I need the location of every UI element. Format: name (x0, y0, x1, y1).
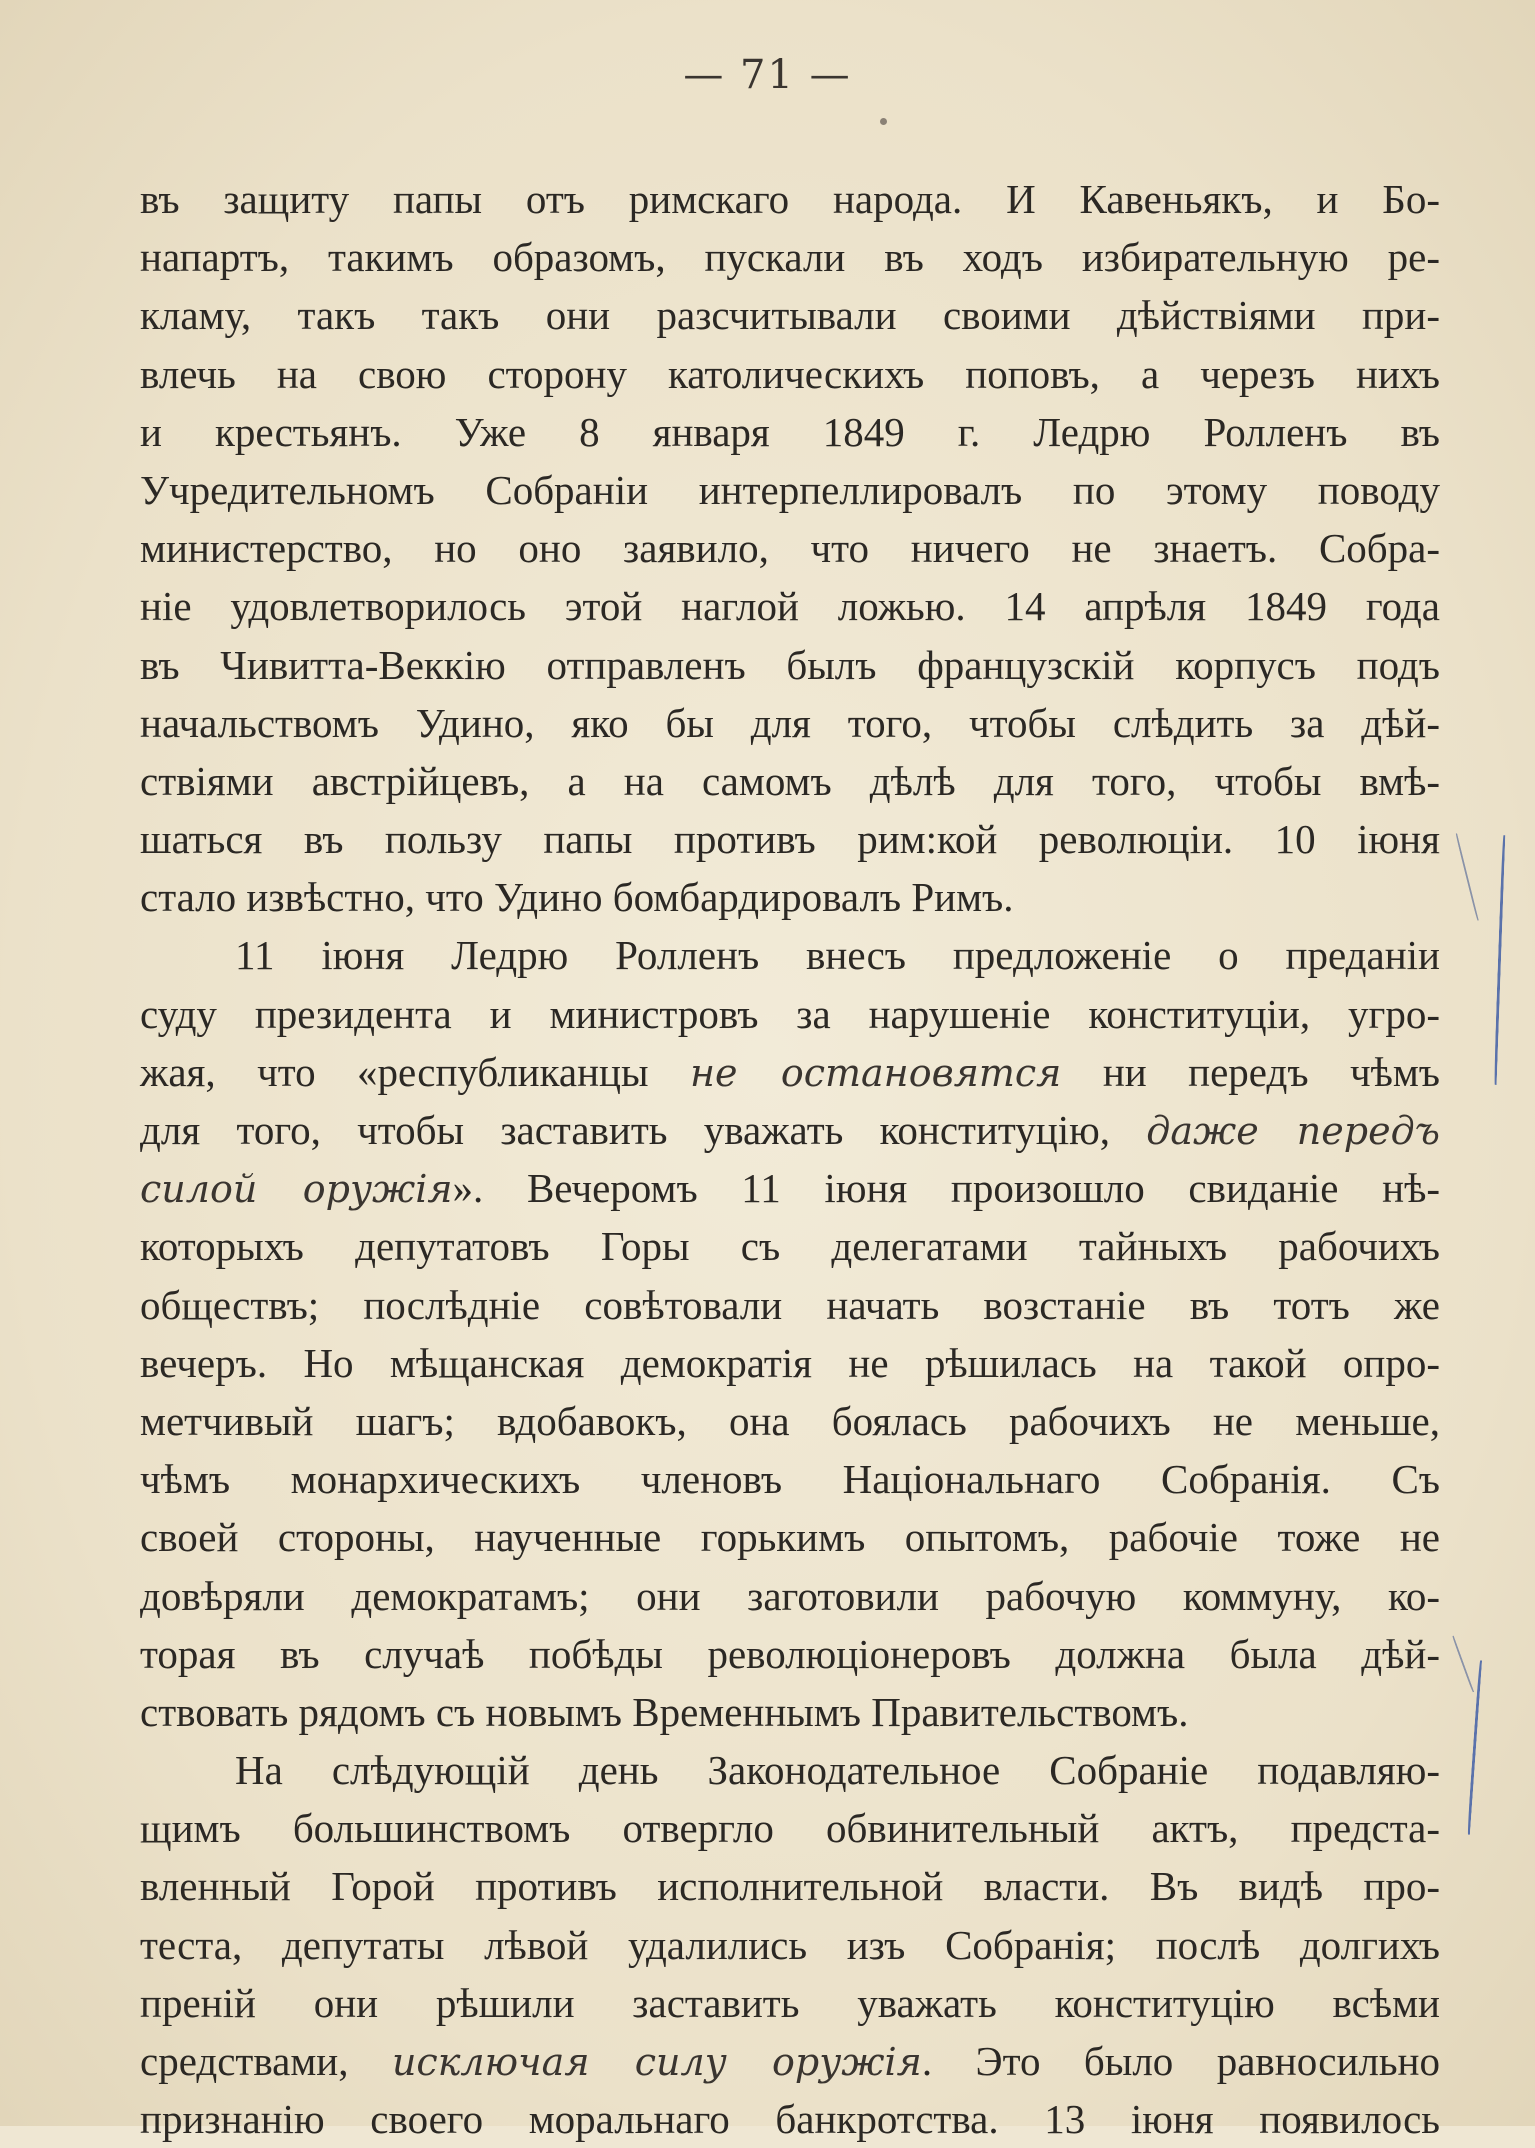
text-line: обществъ; послѣдніе совѣтовали начать возстаніе въ тотъ же (140, 1281, 1440, 1328)
italic-emphasis: силой оружія (140, 1167, 453, 1212)
text-line: довѣряли демократамъ; они заготовили рабочую коммуну, ко- (140, 1572, 1440, 1619)
text-line-mixed (140, 2032, 1440, 2090)
text-line: вленный Горой противъ исполнительной власти. Въ видѣ про- (140, 1863, 1440, 1910)
text-line: въ защиту папы отъ римскаго народа. И Кавеньякъ, и Бо- (140, 176, 1440, 222)
text-line-mixed (140, 1101, 1440, 1159)
text-line: На слѣдующій день Законодательное Собраніе подавляю- (235, 1747, 1440, 1794)
text-line: торая въ случаѣ побѣды революціонеровъ должна была дѣй- (140, 1630, 1440, 1677)
italic-emphasis: не остановятся (690, 1050, 1062, 1095)
text-line: Учредительномъ Собраніи интерпеллировалъ по этому поводу (140, 466, 1440, 513)
text-line: начальствомъ Удино, яко бы для того, чтобы слѣдить за дѣй- (140, 699, 1440, 746)
ink-speck (880, 118, 887, 125)
text-line: метчивый шагъ; вдобавокъ, она боялась рабочихъ не меньше, (140, 1397, 1440, 1444)
text-line: щимъ большинствомъ отвергло обвинительный актъ, предста- (140, 1805, 1440, 1852)
text-run: ни передъ чѣмъ (1102, 1048, 1441, 1095)
text-run: . Это было равносильно (921, 2038, 1440, 2084)
paragraph-2 (140, 926, 1440, 1741)
italic-emphasis: исключая силу оружія (391, 2040, 922, 2084)
margin-pencil-stroke (1455, 833, 1479, 921)
text-line: въ Чивитта-Веккію отправленъ былъ французскій корпусъ подъ (140, 641, 1440, 688)
text-line: чѣмъ монархическихъ членовъ Національнаго Собранія. Съ (140, 1456, 1440, 1503)
text-line: теста, депутаты лѣвой удалились изъ Собранія; послѣ долгихъ (140, 1921, 1440, 1968)
text-run: средствами, (140, 2038, 349, 2084)
text-line: ствіями австрійцевъ, а на самомъ дѣлѣ для того, чтобы вмѣ- (140, 757, 1440, 804)
text-line: ствовать рядомъ съ новымъ Временнымъ Правительствомъ. (140, 1688, 1189, 1735)
text-line: которыхъ депутатовъ Горы съ делегатами тайныхъ рабочихъ (140, 1223, 1440, 1270)
text-line: министерство, но оно заявило, что ничего не знаетъ. Собра- (140, 525, 1440, 572)
text-line: вечеръ. Но мѣщанская демократія не рѣшилась на такой опро- (140, 1339, 1440, 1386)
text-run: ». Вечеромъ 11 іюня произошло свиданіе нѣ- (452, 1165, 1440, 1212)
text-line: и крестьянъ. Уже 8 января 1849 г. Ледрю Ролленъ въ (140, 408, 1440, 455)
text-line: ніе удовлетворилось этой наглой ложью. 14 апрѣля 1849 года (140, 583, 1440, 630)
margin-bracket-mark (1467, 1660, 1482, 1835)
text-line: своей стороны, наученные горькимъ опытомъ, рабочіе тоже не (140, 1514, 1440, 1561)
text-line: суду президента и министровъ за нарушеніе конституціи, угро- (140, 990, 1440, 1037)
page-text (140, 170, 1440, 2148)
text-line-mixed (140, 1043, 1440, 1101)
text-line-mixed (140, 1159, 1440, 1217)
italic-emphasis: даже передъ (1146, 1109, 1440, 1153)
text-line: признанію своего моральнаго банкротства. 13 іюня появилось (140, 2096, 1440, 2143)
text-line: стало извѣстно, что Удино бомбардировалъ Римъ. (140, 874, 1014, 921)
margin-pencil-stroke (1452, 1635, 1474, 1692)
text-line: 11 іюня Ледрю Ролленъ внесъ предложеніе о преданіи (235, 932, 1440, 979)
page-number: — 71 — (683, 52, 852, 98)
paragraph-3 (140, 1741, 1440, 2148)
text-run: жая, что «республиканцы (140, 1048, 649, 1095)
text-run: для того, чтобы заставить уважать конституцію, (140, 1107, 1110, 1153)
text-line: кламу, такъ такъ они разсчитывали своими дѣйствіями при- (140, 292, 1440, 339)
paragraph-1 (140, 170, 1440, 926)
text-line: напартъ, такимъ образомъ, пускали въ ходъ избирательную ре- (140, 234, 1440, 281)
margin-bracket-mark (1494, 835, 1506, 1085)
text-line: шаться въ пользу папы противъ рим:кой революціи. 10 іюня (140, 816, 1440, 863)
text-line: преній они рѣшили заставить уважать конституцію всѣми (140, 1979, 1440, 2026)
text-line: влечь на свою сторону католическихъ поповъ, а черезъ нихъ (140, 350, 1440, 397)
